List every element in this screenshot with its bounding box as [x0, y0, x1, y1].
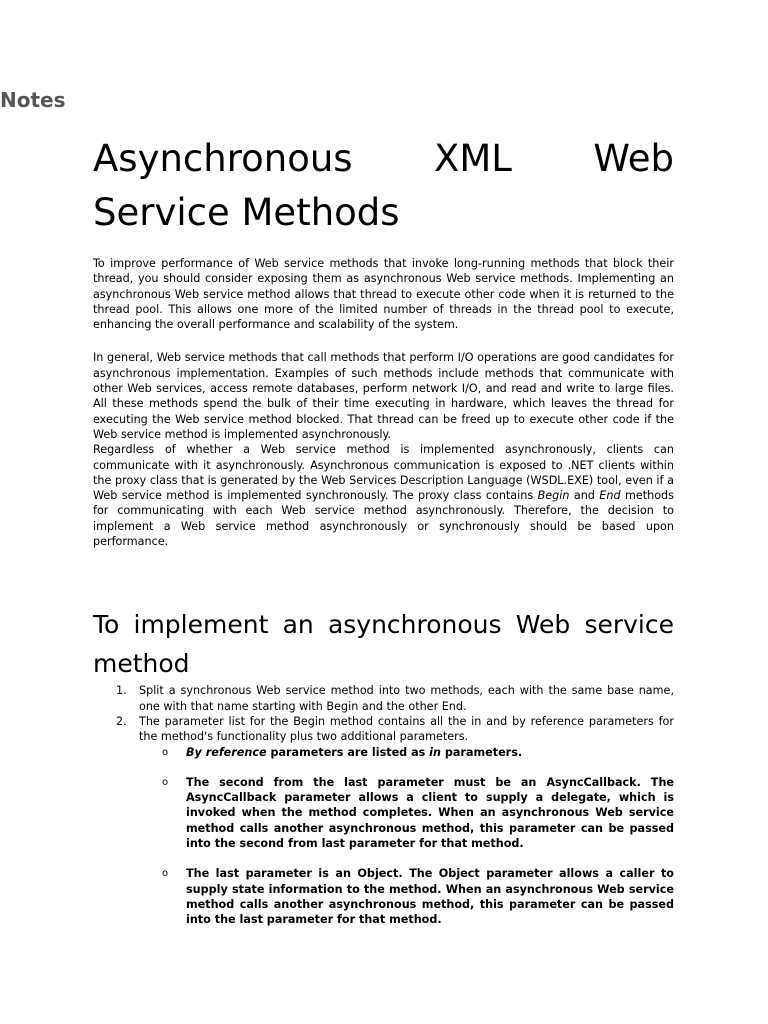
sub-text: parameter allows a caller to supply state information to the method. When an asynchronous Web service method calls another asynchronous method, this parameter can be passed into the last parameter for that method. [186, 867, 674, 927]
list-item [93, 775, 674, 851]
section-heading-line-1: To implement an asynchronous Web service [93, 610, 674, 640]
object-term: Object [357, 867, 399, 881]
step-number: 1. [116, 684, 127, 698]
bullet-icon: o [162, 776, 169, 788]
title-line-2: Service Methods [93, 191, 400, 234]
sub-text: The second from the last parameter must be an [186, 775, 547, 789]
step-text: The parameter list for the Begin method contains all the in and by reference parameters for the method's functionality plus two additional parameters. [139, 714, 674, 744]
end-term: End [599, 489, 621, 503]
begin-term: Begin [537, 489, 570, 503]
title-word: Web [593, 137, 675, 180]
list-item [93, 745, 674, 760]
title-line-1 [93, 132, 674, 186]
object-term: Object [438, 867, 480, 881]
sub-text: . The [636, 775, 674, 789]
bullet-icon: o [162, 868, 169, 880]
steps-list [93, 683, 674, 927]
title-word: XML [434, 137, 512, 180]
page-title [93, 132, 674, 240]
proxy-text: and [569, 489, 600, 503]
step-number: 2. [116, 714, 127, 728]
intro-paragraph: To improve performance of Web service methods that invoke long-running methods that block their thread, you should consider exposing them as asynchronous Web service methods. Implementing an asynchronous Web service method allows that thread to execute other code when it is returned to the thread pool. This allows one more of the limited number of threads in the thread pool to execute, enhancing the overall performance and scalability of the system. [93, 257, 674, 332]
list-item [93, 866, 674, 927]
sub-text: The last parameter is an [186, 867, 358, 881]
bullet-icon: o [162, 746, 169, 758]
sub-text: . The [398, 867, 439, 881]
sub-text: parameter allows a client to supply a delegate, which is invoked when the method completes. When an asynchronous Web service method calls another asynchronous method, this parameter can be passed into the second from last parameter for that method. [186, 791, 674, 851]
document-body [93, 132, 674, 928]
sub-text: in [429, 745, 441, 759]
section-heading [93, 605, 674, 683]
io-paragraph: In general, Web service methods that call methods that perform I/O operations are good candidates for asynchronous implementation. Examples of such methods include methods that communicate with other Web services, access remote databases, perform network I/O, and read and write to large files. All these methods spend the bulk of their time executing in hardware, which leaves the thread for executing the Web service method blocked. That thread can be freed up to execute other code if the Web service method is implemented asynchronously. [93, 351, 674, 441]
sub-text: parameters. [440, 745, 523, 759]
step-text: Split a synchronous Web service method into two methods, each with the same base name, one with that name starting with Begin and the other End. [139, 684, 674, 713]
asynccallback-term: AsyncCallback [186, 791, 277, 805]
proxy-paragraph [93, 442, 674, 549]
title-word: Asynchronous [93, 137, 353, 180]
section-heading-line-2: method [93, 649, 190, 679]
list-item [93, 683, 674, 714]
notes-label: Notes [0, 88, 66, 112]
asynccallback-term: AsyncCallback [546, 775, 637, 789]
proxy-text: methods for communicating with each Web service method asynchronously. Therefore, the decision to implement a Web service method asynchronously or synchronously should be based upon performance. [93, 489, 674, 549]
list-item [93, 714, 674, 928]
sub-text: parameters are listed as [266, 745, 430, 759]
sub-text: By reference [186, 745, 267, 759]
sub-list [139, 745, 674, 928]
proxy-text: Regardless of whether a Web service method is implemented asynchronously, clients can communicate with it asynchronously. Asynchronous communication is exposed to .NET clients within the proxy class that is generated by the Web Services Description Language (WSDL.EXE) tool, even if a Web service method is implemented synchronously. The proxy class contains [93, 443, 674, 503]
